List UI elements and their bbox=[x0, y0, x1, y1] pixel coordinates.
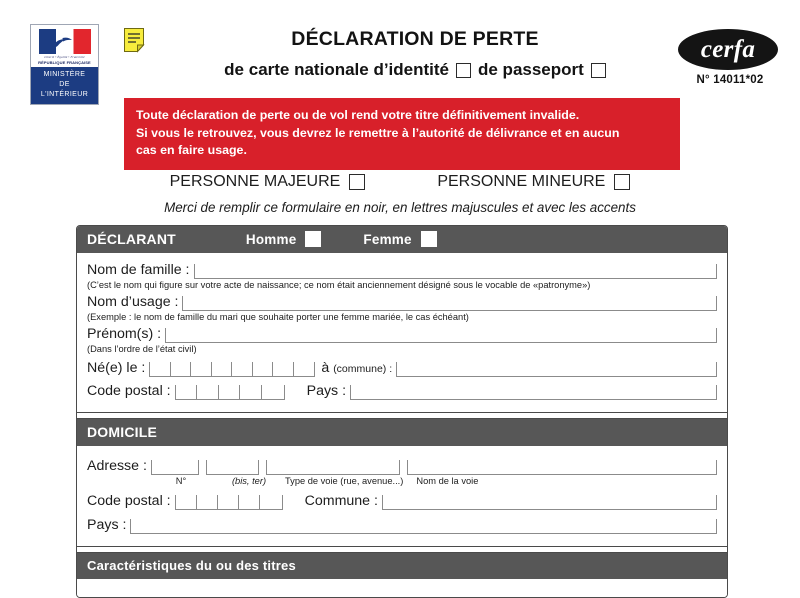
label-adresse: Adresse : bbox=[87, 458, 147, 474]
panel-divider bbox=[77, 412, 727, 419]
hint-nom-famille: (C’est le nom qui figure sur votre acte de naissance; ce nom était anciennement désigné sous le vocable de «patronyme») bbox=[87, 280, 591, 290]
hint-nom-usage: (Exemple : le nom de famille du mari que souhaite porter une femme mariée, le cas échéant) bbox=[87, 312, 469, 322]
label-a-commune bbox=[321, 360, 392, 377]
ministry-logo bbox=[30, 24, 99, 105]
label-pays-domicile: Pays : bbox=[87, 517, 127, 533]
cerfa-badge bbox=[678, 29, 782, 86]
gender-femme-option[interactable] bbox=[363, 231, 436, 247]
field-row-adresse bbox=[87, 458, 717, 475]
logo-devise: Liberté • Égalité • Fraternité bbox=[44, 55, 85, 59]
field-row-naissance bbox=[87, 360, 717, 377]
logo-republic: RÉPUBLIQUE FRANÇAISE bbox=[38, 60, 91, 65]
input-adresse-nom-voie[interactable] bbox=[407, 460, 717, 475]
input-pays-naissance[interactable] bbox=[350, 385, 717, 400]
input-nom-usage[interactable] bbox=[182, 296, 717, 311]
person-mineure-label: PERSONNE MINEURE bbox=[437, 173, 606, 190]
section-title-declarant: DÉCLARANT bbox=[87, 231, 176, 247]
field-row-domicile-pays bbox=[87, 517, 717, 534]
label-nom-usage: Nom d’usage : bbox=[87, 294, 179, 310]
person-majeure-label: PERSONNE MAJEURE bbox=[169, 173, 341, 190]
checkbox-homme[interactable] bbox=[305, 231, 321, 247]
cerfa-logo bbox=[678, 29, 778, 70]
label-a: à bbox=[321, 360, 330, 376]
panel-divider-2 bbox=[77, 546, 727, 553]
person-majeure-option[interactable] bbox=[170, 173, 366, 191]
section-header-domicile bbox=[77, 419, 727, 446]
warning-line-1: Toute déclaration de perte ou de vol rend votre titre définitivement invalide. bbox=[136, 108, 580, 122]
label-ne-le: Né(e) le : bbox=[87, 360, 146, 376]
page-subtitle bbox=[150, 60, 680, 80]
label-commune-small: (commune) : bbox=[333, 363, 393, 375]
label-prenoms: Prénom(s) : bbox=[87, 326, 162, 342]
sublabel-type-voie: Type de voie (rue, avenue...) bbox=[285, 476, 404, 486]
ministry-line-3: L'INTÉRIEUR bbox=[40, 91, 89, 98]
field-row-cp-pays bbox=[87, 383, 717, 400]
note-icon bbox=[123, 27, 145, 53]
label-code-postal-domicile: Code postal : bbox=[87, 493, 171, 509]
input-adresse-bis-ter[interactable] bbox=[206, 460, 259, 475]
person-mineure-option[interactable] bbox=[437, 173, 630, 191]
section-body-domicile bbox=[77, 446, 727, 546]
label-commune-domicile: Commune : bbox=[304, 493, 378, 509]
checkbox-femme[interactable] bbox=[421, 231, 437, 247]
field-row-nom-usage bbox=[87, 294, 717, 311]
section-header-titres bbox=[77, 553, 727, 579]
field-row-nom-famille bbox=[87, 262, 717, 279]
french-flag-marianne-icon bbox=[39, 29, 91, 54]
warning-line-3: cas en faire usage. bbox=[136, 143, 247, 157]
input-pays-domicile[interactable] bbox=[130, 519, 717, 534]
title-block bbox=[150, 28, 680, 80]
gender-femme-label: Femme bbox=[363, 231, 412, 247]
person-type-row bbox=[0, 173, 800, 191]
input-code-postal-naissance[interactable] bbox=[175, 385, 285, 400]
label-pays-naissance: Pays : bbox=[306, 383, 347, 399]
input-nom-famille[interactable] bbox=[194, 264, 718, 279]
ministry-line-2: DE bbox=[59, 81, 70, 88]
section-header-declarant bbox=[77, 226, 727, 253]
ministry-line-1: MINISTÈRE bbox=[43, 71, 86, 78]
gender-group bbox=[246, 231, 437, 247]
fill-instruction: Merci de remplir ce formulaire en noir, en lettres majuscules et avec les accents bbox=[164, 200, 636, 215]
sublabel-bis-ter: (bis, ter) bbox=[231, 476, 267, 486]
subtitle-passeport-label: de passeport bbox=[478, 60, 584, 79]
input-adresse-type-voie[interactable] bbox=[266, 460, 400, 475]
page-title: DÉCLARATION DE PERTE bbox=[291, 28, 539, 50]
section-body-declarant bbox=[77, 253, 727, 412]
label-code-postal-naissance: Code postal : bbox=[87, 383, 171, 399]
cerfa-number: N° 14011*02 bbox=[696, 74, 764, 86]
input-adresse-numero[interactable] bbox=[151, 460, 199, 475]
input-code-postal-domicile[interactable] bbox=[175, 495, 283, 510]
section-title-titres: Caractéristiques du ou des titres bbox=[87, 558, 296, 573]
label-nom-famille: Nom de famille : bbox=[87, 262, 190, 278]
logo-emblem-area bbox=[31, 25, 98, 67]
hint-prenoms: (Dans l’ordre de l’état civil) bbox=[87, 344, 197, 354]
field-row-domicile-cp-commune bbox=[87, 493, 717, 510]
input-commune-naissance[interactable] bbox=[396, 362, 717, 377]
gender-homme-option[interactable] bbox=[246, 231, 322, 247]
sublabel-nom-voie: Nom de la voie bbox=[416, 476, 479, 486]
sublabel-numero: N° bbox=[175, 476, 187, 486]
checkbox-carte-nationale-identite[interactable] bbox=[456, 63, 471, 78]
input-date-naissance[interactable] bbox=[149, 362, 315, 377]
gender-homme-label: Homme bbox=[245, 231, 297, 247]
form-panel bbox=[76, 225, 728, 598]
warning-banner bbox=[124, 98, 680, 170]
page-header bbox=[0, 0, 800, 98]
subtitle-cni-label: de carte nationale d’identité bbox=[224, 60, 449, 79]
section-title-domicile: DOMICILE bbox=[87, 424, 158, 440]
cerfa-wordmark: cerfa bbox=[700, 36, 756, 63]
checkbox-personne-majeure[interactable] bbox=[349, 174, 365, 190]
adresse-sublabels bbox=[87, 476, 717, 486]
logo-ministry bbox=[31, 67, 98, 104]
input-commune-domicile[interactable] bbox=[382, 495, 717, 510]
input-prenoms[interactable] bbox=[165, 328, 717, 343]
section-body-titres bbox=[77, 579, 727, 597]
checkbox-personne-mineure[interactable] bbox=[614, 174, 630, 190]
checkbox-passeport[interactable] bbox=[591, 63, 606, 78]
field-row-prenoms bbox=[87, 326, 717, 343]
warning-line-2: Si vous le retrouvez, vous devrez le remettre à l’autorité de délivrance et en aucun bbox=[136, 125, 620, 140]
